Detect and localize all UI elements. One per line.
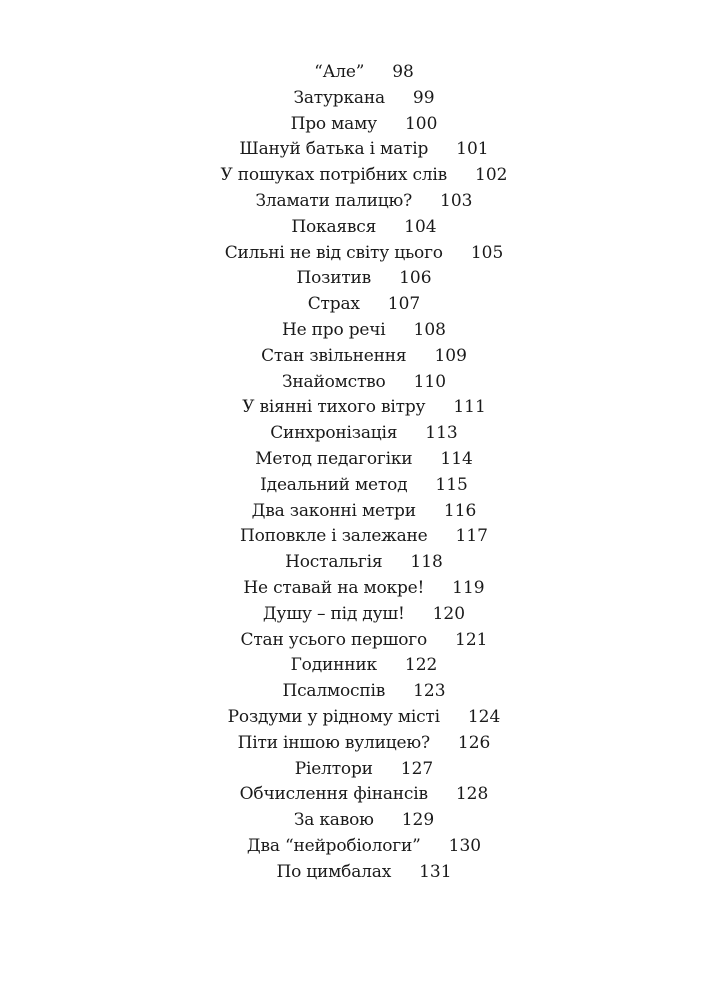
toc-entry-page: 99 — [412, 87, 435, 108]
toc-entry-title: Метод педагогіки — [255, 448, 413, 469]
toc-entry — [0, 86, 728, 112]
toc-entry — [0, 241, 728, 267]
toc-entry-page: 98 — [392, 62, 414, 82]
toc-entry-page: 101 — [456, 139, 489, 160]
toc-entry-title: Поповкле і залежане — [239, 526, 428, 547]
toc-entry-page: 115 — [435, 474, 468, 495]
toc-entry-page: 104 — [404, 216, 437, 237]
toc-entry — [0, 395, 728, 421]
toc-entry-title: Піти іншою вулицею? — [237, 732, 430, 753]
toc-entry-title: Про маму — [290, 113, 377, 134]
toc-entry-page: 129 — [401, 810, 435, 831]
toc-entry — [0, 215, 728, 241]
toc-entry-page: 107 — [387, 294, 421, 315]
toc-entry-title: Стан звільнення — [261, 345, 407, 366]
toc-entry-page: 121 — [455, 629, 488, 650]
toc-entry-title: Ріелтори — [294, 758, 373, 779]
toc-entry-title: Не про речі — [281, 319, 386, 340]
toc-entry — [0, 808, 728, 834]
toc-entry-title: Стан усього першого — [240, 629, 428, 650]
toc-entry — [0, 731, 728, 757]
toc-entry — [0, 499, 728, 525]
toc-entry-title: Ностальгія — [285, 552, 383, 573]
toc-entry-title: За кавою — [293, 810, 374, 831]
toc-entry — [0, 782, 728, 808]
toc-entry-page: 109 — [434, 345, 467, 366]
toc-entry-page: 116 — [443, 500, 477, 521]
toc-entry-title: Роздуми у рідному місті — [227, 706, 440, 727]
toc-entry-page: 110 — [413, 371, 447, 392]
toc-entry — [0, 602, 728, 628]
toc-entry-page: 111 — [453, 397, 486, 418]
toc-entry-title: Страх — [307, 294, 360, 315]
toc-entry-page: 100 — [404, 113, 438, 134]
toc-entry-page: 117 — [455, 526, 488, 547]
toc-entry — [0, 112, 728, 138]
toc-entry-page: 114 — [440, 448, 473, 469]
toc-entry — [0, 447, 728, 473]
toc-entry-page: 105 — [470, 242, 504, 263]
toc-entry-page: 128 — [455, 784, 489, 805]
toc-entry — [0, 524, 728, 550]
toc-entry-page: 106 — [399, 268, 432, 289]
toc-entry — [0, 550, 728, 576]
toc-entry-title: У пошуках потрібних слів — [220, 165, 448, 186]
toc-entry-title: Псалмоспів — [282, 681, 386, 702]
toc-entry-page: 130 — [448, 835, 482, 856]
toc-entry — [0, 137, 728, 163]
toc-entry — [0, 163, 728, 189]
toc-entry-page: 119 — [452, 577, 485, 598]
toc-entry-page: 122 — [404, 655, 438, 676]
toc-entry-title: Два “нейробіологи” — [246, 835, 421, 856]
toc-entry-page: 126 — [457, 732, 491, 753]
toc-entry-title: Не ставай на мокре! — [243, 577, 425, 598]
toc-entry-page: 131 — [419, 861, 452, 882]
toc-entry-title: По цимбалах — [276, 861, 392, 882]
toc-entry-page: 123 — [413, 681, 446, 702]
toc-entry — [0, 757, 728, 783]
toc-entry — [0, 318, 728, 344]
toc-entry — [0, 860, 728, 886]
toc-entry — [0, 344, 728, 370]
toc-entry-title: Два законні метри — [251, 500, 416, 521]
toc-entry-page: 127 — [400, 758, 434, 779]
toc-entry-title: “Але” — [314, 62, 365, 82]
toc-entry-title: Сильні не від світу цього — [224, 242, 443, 263]
toc-entry-page: 103 — [440, 190, 473, 211]
toc-entry — [0, 189, 728, 215]
toc-entry — [0, 576, 728, 602]
toc-entry-title: Годинник — [290, 655, 377, 676]
toc-entry-page: 113 — [425, 423, 458, 444]
toc-entry — [0, 679, 728, 705]
toc-entry — [0, 473, 728, 499]
toc-entry-page: 118 — [410, 552, 443, 573]
toc-entry — [0, 705, 728, 731]
toc-entry — [0, 266, 728, 292]
toc-entry — [0, 834, 728, 860]
toc-entry — [0, 292, 728, 318]
toc-entry — [0, 628, 728, 654]
toc-entry — [0, 421, 728, 447]
toc-entry-title: У віянні тихого вітру — [242, 397, 426, 418]
toc-entry-title: Ідеальний метод — [260, 474, 408, 495]
toc-entry — [0, 370, 728, 396]
toc-entry — [0, 653, 728, 679]
toc-entry-title: Синхронізація — [270, 423, 398, 444]
toc-entry-title: Позитив — [296, 268, 372, 289]
toc-entry-page: 124 — [467, 706, 501, 727]
toc-entry-title: Шануй батька і матір — [239, 139, 429, 160]
toc-entry-page: 102 — [475, 165, 508, 186]
toc-entry-title: Зламати палицю? — [255, 190, 412, 211]
toc-entry-title: Покаявся — [291, 216, 377, 237]
toc-entry — [0, 60, 728, 86]
toc-entry-title: Затуркана — [293, 87, 385, 108]
table-of-contents — [0, 60, 728, 886]
toc-entry-title: Душу – під душ! — [262, 603, 405, 624]
toc-entry-page: 108 — [413, 319, 446, 340]
toc-entry-title: Знайомство — [281, 371, 386, 392]
toc-entry-page: 120 — [432, 603, 466, 624]
toc-entry-title: Обчислення фінансів — [239, 784, 428, 805]
